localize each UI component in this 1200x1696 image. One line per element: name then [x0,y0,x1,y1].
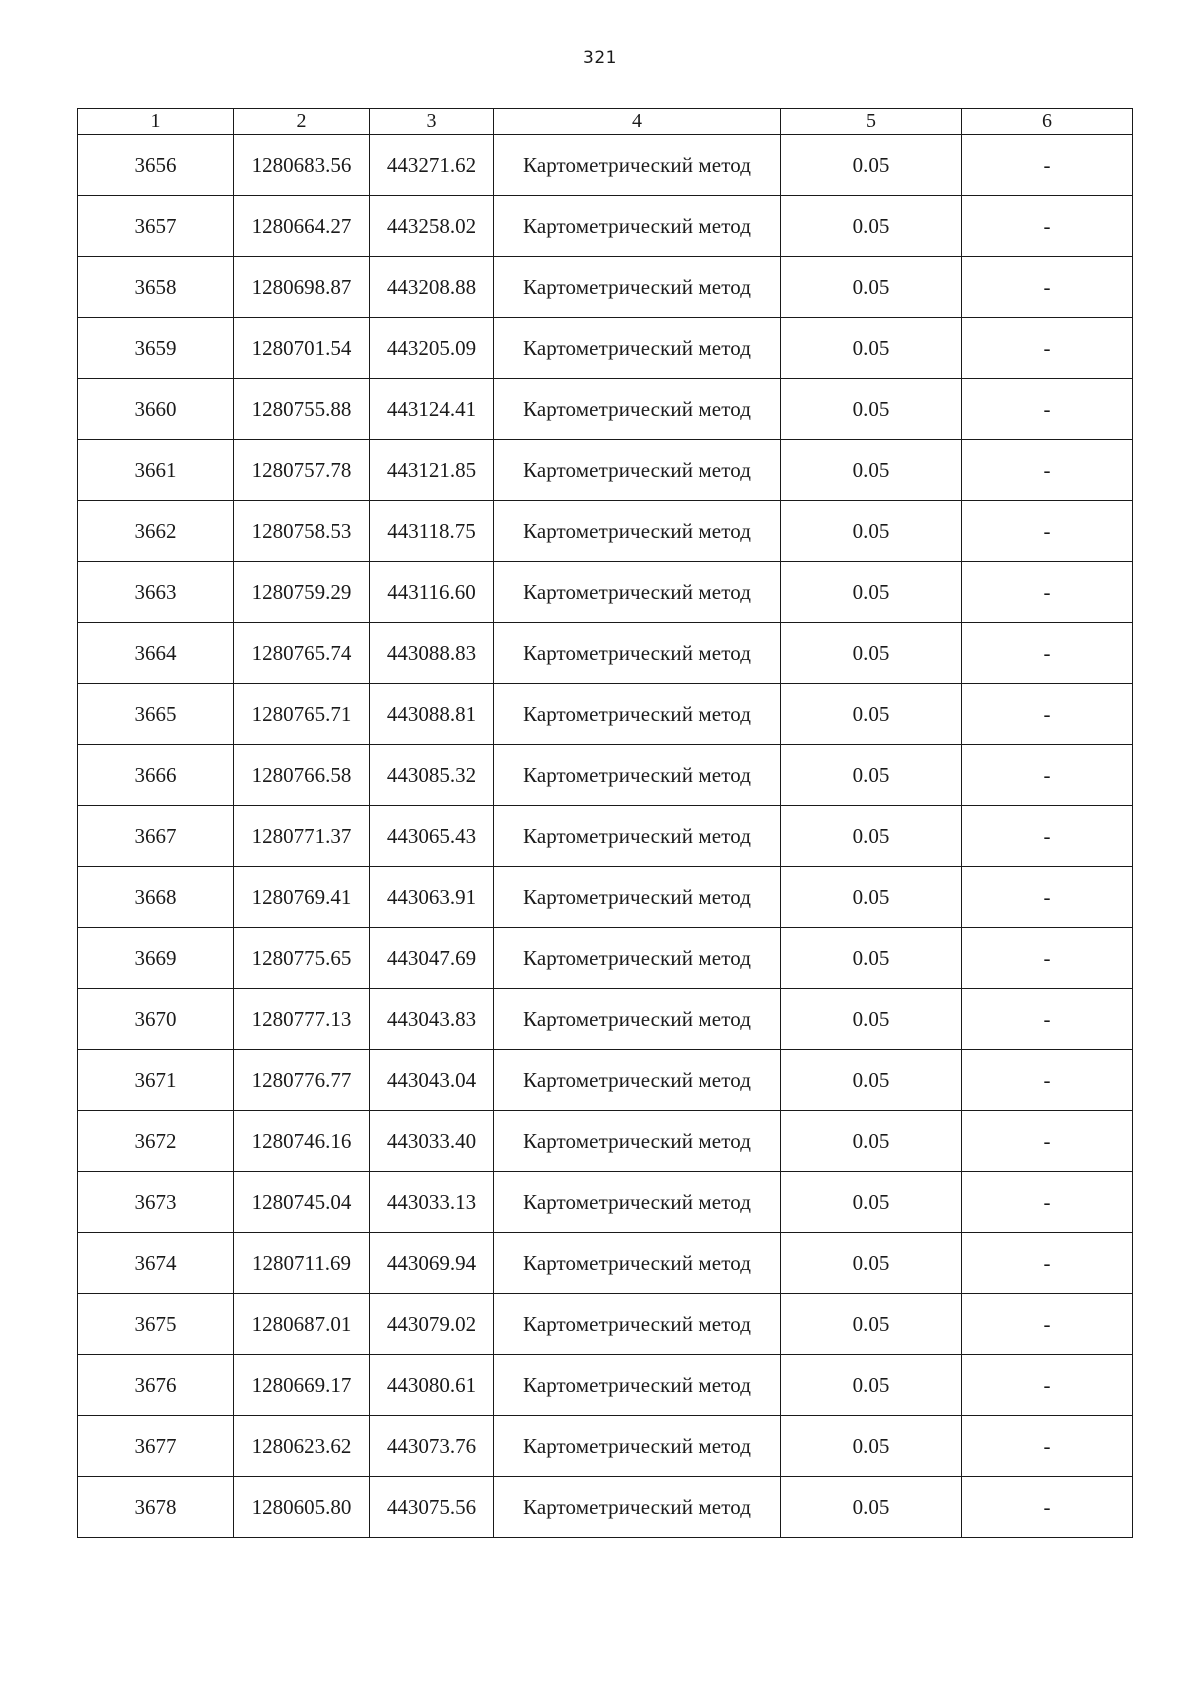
point-number-cell: 3677 [78,1416,234,1477]
y-coordinate-cell: 443080.61 [370,1355,494,1416]
point-number-cell: 3656 [78,135,234,196]
x-coordinate-cell: 1280776.77 [234,1050,370,1111]
table-row [78,379,1133,440]
note-cell: - [962,684,1133,745]
table-row [78,1050,1133,1111]
y-coordinate-cell: 443116.60 [370,562,494,623]
x-coordinate-cell: 1280758.53 [234,501,370,562]
table-row [78,1111,1133,1172]
note-cell: - [962,1172,1133,1233]
note-cell: - [962,501,1133,562]
x-coordinate-cell: 1280757.78 [234,440,370,501]
note-cell: - [962,928,1133,989]
note-cell: - [962,257,1133,318]
coordinates-table [77,108,1133,1538]
x-coordinate-cell: 1280698.87 [234,257,370,318]
x-coordinate-cell: 1280759.29 [234,562,370,623]
note-cell: - [962,989,1133,1050]
table-row [78,623,1133,684]
method-cell: Картометрический метод [494,989,781,1050]
accuracy-cell: 0.05 [781,196,962,257]
note-cell: - [962,867,1133,928]
header-cell-6: 6 [962,109,1133,135]
point-number-cell: 3678 [78,1477,234,1538]
y-coordinate-cell: 443043.83 [370,989,494,1050]
note-cell: - [962,1050,1133,1111]
accuracy-cell: 0.05 [781,684,962,745]
accuracy-cell: 0.05 [781,989,962,1050]
method-cell: Картометрический метод [494,562,781,623]
y-coordinate-cell: 443258.02 [370,196,494,257]
y-coordinate-cell: 443088.83 [370,623,494,684]
point-number-cell: 3664 [78,623,234,684]
table-row [78,1294,1133,1355]
page-number: 321 [583,48,617,68]
method-cell: Картометрический метод [494,257,781,318]
y-coordinate-cell: 443271.62 [370,135,494,196]
table-row [78,440,1133,501]
method-cell: Картометрический метод [494,501,781,562]
method-cell: Картометрический метод [494,135,781,196]
table-row [78,257,1133,318]
y-coordinate-cell: 443085.32 [370,745,494,806]
point-number-cell: 3668 [78,867,234,928]
point-number-cell: 3676 [78,1355,234,1416]
y-coordinate-cell: 443047.69 [370,928,494,989]
method-cell: Картометрический метод [494,1233,781,1294]
accuracy-cell: 0.05 [781,806,962,867]
table-row [78,1233,1133,1294]
x-coordinate-cell: 1280765.74 [234,623,370,684]
accuracy-cell: 0.05 [781,1416,962,1477]
accuracy-cell: 0.05 [781,928,962,989]
point-number-cell: 3667 [78,806,234,867]
note-cell: - [962,1355,1133,1416]
y-coordinate-cell: 443124.41 [370,379,494,440]
table-row [78,1477,1133,1538]
point-number-cell: 3669 [78,928,234,989]
accuracy-cell: 0.05 [781,562,962,623]
header-cell-5: 5 [781,109,962,135]
x-coordinate-cell: 1280745.04 [234,1172,370,1233]
method-cell: Картометрический метод [494,1416,781,1477]
table-row [78,745,1133,806]
table-row [78,1416,1133,1477]
method-cell: Картометрический метод [494,1172,781,1233]
point-number-cell: 3671 [78,1050,234,1111]
accuracy-cell: 0.05 [781,1050,962,1111]
point-number-cell: 3662 [78,501,234,562]
table-row [78,135,1133,196]
header-cell-2: 2 [234,109,370,135]
table-row [78,318,1133,379]
point-number-cell: 3660 [78,379,234,440]
note-cell: - [962,562,1133,623]
y-coordinate-cell: 443073.76 [370,1416,494,1477]
table-row [78,196,1133,257]
x-coordinate-cell: 1280777.13 [234,989,370,1050]
x-coordinate-cell: 1280711.69 [234,1233,370,1294]
table-row [78,1355,1133,1416]
table-header [78,109,1133,135]
header-cell-4: 4 [494,109,781,135]
note-cell: - [962,1233,1133,1294]
note-cell: - [962,1416,1133,1477]
point-number-cell: 3666 [78,745,234,806]
y-coordinate-cell: 443079.02 [370,1294,494,1355]
y-coordinate-cell: 443205.09 [370,318,494,379]
note-cell: - [962,440,1133,501]
y-coordinate-cell: 443063.91 [370,867,494,928]
x-coordinate-cell: 1280766.58 [234,745,370,806]
point-number-cell: 3673 [78,1172,234,1233]
table-row [78,989,1133,1050]
table-row [78,867,1133,928]
accuracy-cell: 0.05 [781,257,962,318]
method-cell: Картометрический метод [494,440,781,501]
point-number-cell: 3672 [78,1111,234,1172]
header-cell-3: 3 [370,109,494,135]
y-coordinate-cell: 443118.75 [370,501,494,562]
note-cell: - [962,318,1133,379]
x-coordinate-cell: 1280701.54 [234,318,370,379]
table-row [78,562,1133,623]
accuracy-cell: 0.05 [781,867,962,928]
method-cell: Картометрический метод [494,684,781,745]
method-cell: Картометрический метод [494,623,781,684]
point-number-cell: 3661 [78,440,234,501]
y-coordinate-cell: 443208.88 [370,257,494,318]
point-number-cell: 3675 [78,1294,234,1355]
y-coordinate-cell: 443033.40 [370,1111,494,1172]
point-number-cell: 3674 [78,1233,234,1294]
point-number-cell: 3663 [78,562,234,623]
method-cell: Картометрический метод [494,1477,781,1538]
method-cell: Картометрический метод [494,1294,781,1355]
method-cell: Картометрический метод [494,379,781,440]
accuracy-cell: 0.05 [781,1355,962,1416]
note-cell: - [962,1477,1133,1538]
x-coordinate-cell: 1280755.88 [234,379,370,440]
x-coordinate-cell: 1280623.62 [234,1416,370,1477]
method-cell: Картометрический метод [494,806,781,867]
table-row [78,501,1133,562]
method-cell: Картометрический метод [494,745,781,806]
table-row [78,684,1133,745]
accuracy-cell: 0.05 [781,1477,962,1538]
point-number-cell: 3657 [78,196,234,257]
note-cell: - [962,623,1133,684]
note-cell: - [962,379,1133,440]
accuracy-cell: 0.05 [781,501,962,562]
x-coordinate-cell: 1280771.37 [234,806,370,867]
note-cell: - [962,135,1133,196]
accuracy-cell: 0.05 [781,1294,962,1355]
accuracy-cell: 0.05 [781,623,962,684]
table-row [78,928,1133,989]
x-coordinate-cell: 1280683.56 [234,135,370,196]
x-coordinate-cell: 1280746.16 [234,1111,370,1172]
method-cell: Картометрический метод [494,196,781,257]
note-cell: - [962,1111,1133,1172]
accuracy-cell: 0.05 [781,318,962,379]
note-cell: - [962,806,1133,867]
table-row [78,806,1133,867]
method-cell: Картометрический метод [494,1111,781,1172]
method-cell: Картометрический метод [494,1355,781,1416]
y-coordinate-cell: 443065.43 [370,806,494,867]
note-cell: - [962,1294,1133,1355]
header-cell-1: 1 [78,109,234,135]
x-coordinate-cell: 1280775.65 [234,928,370,989]
x-coordinate-cell: 1280765.71 [234,684,370,745]
table-row [78,1172,1133,1233]
note-cell: - [962,196,1133,257]
method-cell: Картометрический метод [494,928,781,989]
table-body [78,135,1133,1538]
y-coordinate-cell: 443075.56 [370,1477,494,1538]
accuracy-cell: 0.05 [781,440,962,501]
y-coordinate-cell: 443069.94 [370,1233,494,1294]
x-coordinate-cell: 1280669.17 [234,1355,370,1416]
x-coordinate-cell: 1280769.41 [234,867,370,928]
x-coordinate-cell: 1280605.80 [234,1477,370,1538]
method-cell: Картометрический метод [494,318,781,379]
point-number-cell: 3659 [78,318,234,379]
x-coordinate-cell: 1280687.01 [234,1294,370,1355]
accuracy-cell: 0.05 [781,1233,962,1294]
accuracy-cell: 0.05 [781,745,962,806]
point-number-cell: 3670 [78,989,234,1050]
accuracy-cell: 0.05 [781,1172,962,1233]
accuracy-cell: 0.05 [781,379,962,440]
y-coordinate-cell: 443043.04 [370,1050,494,1111]
x-coordinate-cell: 1280664.27 [234,196,370,257]
accuracy-cell: 0.05 [781,135,962,196]
point-number-cell: 3658 [78,257,234,318]
header-row [78,109,1133,135]
point-number-cell: 3665 [78,684,234,745]
note-cell: - [962,745,1133,806]
method-cell: Картометрический метод [494,867,781,928]
y-coordinate-cell: 443088.81 [370,684,494,745]
y-coordinate-cell: 443121.85 [370,440,494,501]
accuracy-cell: 0.05 [781,1111,962,1172]
method-cell: Картометрический метод [494,1050,781,1111]
y-coordinate-cell: 443033.13 [370,1172,494,1233]
